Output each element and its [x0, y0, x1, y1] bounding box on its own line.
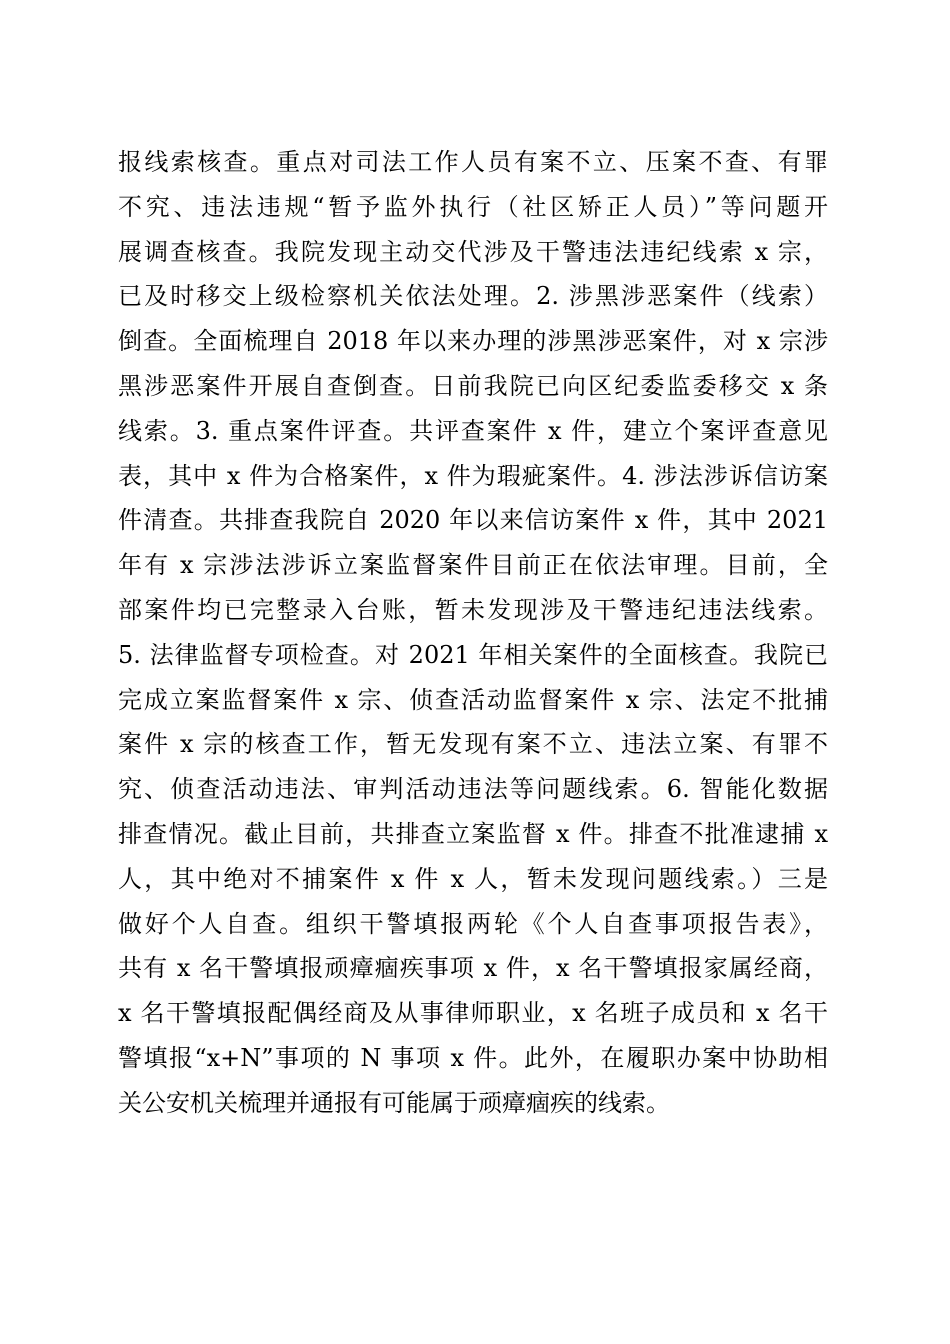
text-line: 排查情况。截止目前，共排查立案监督 x 件。排查不批准逮捕 x: [118, 819, 828, 848]
text-line: 已及时移交上级检察机关依法处理。2. 涉黑涉恶案件（线索）: [118, 282, 828, 311]
text-line: 件清查。共排查我院自 2020 年以来信访案件 x 件，其中 2021: [118, 506, 828, 535]
text-line: 共有 x 名干警填报顽瘴痼疾事项 x 件，x 名干警填报家属经商，: [118, 954, 828, 983]
text-line: 倒查。全面梳理自 2018 年以来办理的涉黑涉恶案件，对 x 宗涉: [118, 327, 828, 356]
text-line: 线索。3. 重点案件评查。共评查案件 x 件，建立个案评查意见: [118, 416, 828, 445]
text-line: 报线索核查。重点对司法工作人员有案不立、压案不查、有罪: [118, 148, 828, 176]
text-line: 展调查核查。我院发现主动交代涉及干警违法违纪线索 x 宗，: [118, 237, 828, 266]
text-line: 究、侦查活动违法、审判活动违法等问题线索。6. 智能化数据: [118, 775, 828, 804]
text-line-last: 关公安机关梳理并通报有可能属于顽瘴痼疾的线索。: [118, 1088, 670, 1117]
text-line: 警填报“x+N”事项的 N 事项 x 件。此外，在履职办案中协助相: [118, 1043, 828, 1072]
body-paragraph: [118, 140, 828, 1126]
text-line: 黑涉恶案件开展自查倒查。日前我院已向区纪委监委移交 x 条: [118, 371, 828, 400]
text-line: 5. 法律监督专项检查。对 2021 年相关案件的全面核查。我院已: [118, 640, 828, 669]
text-line: 部案件均已完整录入台账，暂未发现涉及干警违纪违法线索。: [118, 595, 828, 624]
text-line: 完成立案监督案件 x 宗、侦查活动监督案件 x 宗、法定不批捕: [118, 685, 828, 714]
text-line: 人，其中绝对不捕案件 x 件 x 人，暂未发现问题线索。）三是: [118, 864, 828, 893]
text-line: 年有 x 宗涉法涉诉立案监督案件目前正在依法审理。目前，全: [118, 551, 828, 580]
text-line: 不究、违法违规“暂予监外执行（社区矫正人员）”等问题开: [118, 192, 828, 221]
text-line: 案件 x 宗的核查工作，暂无发现有案不立、违法立案、有罪不: [118, 730, 828, 759]
text-line: x 名干警填报配偶经商及从事律师职业，x 名班子成员和 x 名干: [118, 999, 828, 1028]
text-line: 表，其中 x 件为合格案件，x 件为瑕疵案件。4. 涉法涉诉信访案: [118, 461, 828, 490]
text-line: 做好个人自查。组织干警填报两轮《个人自查事项报告表》，: [118, 909, 828, 938]
